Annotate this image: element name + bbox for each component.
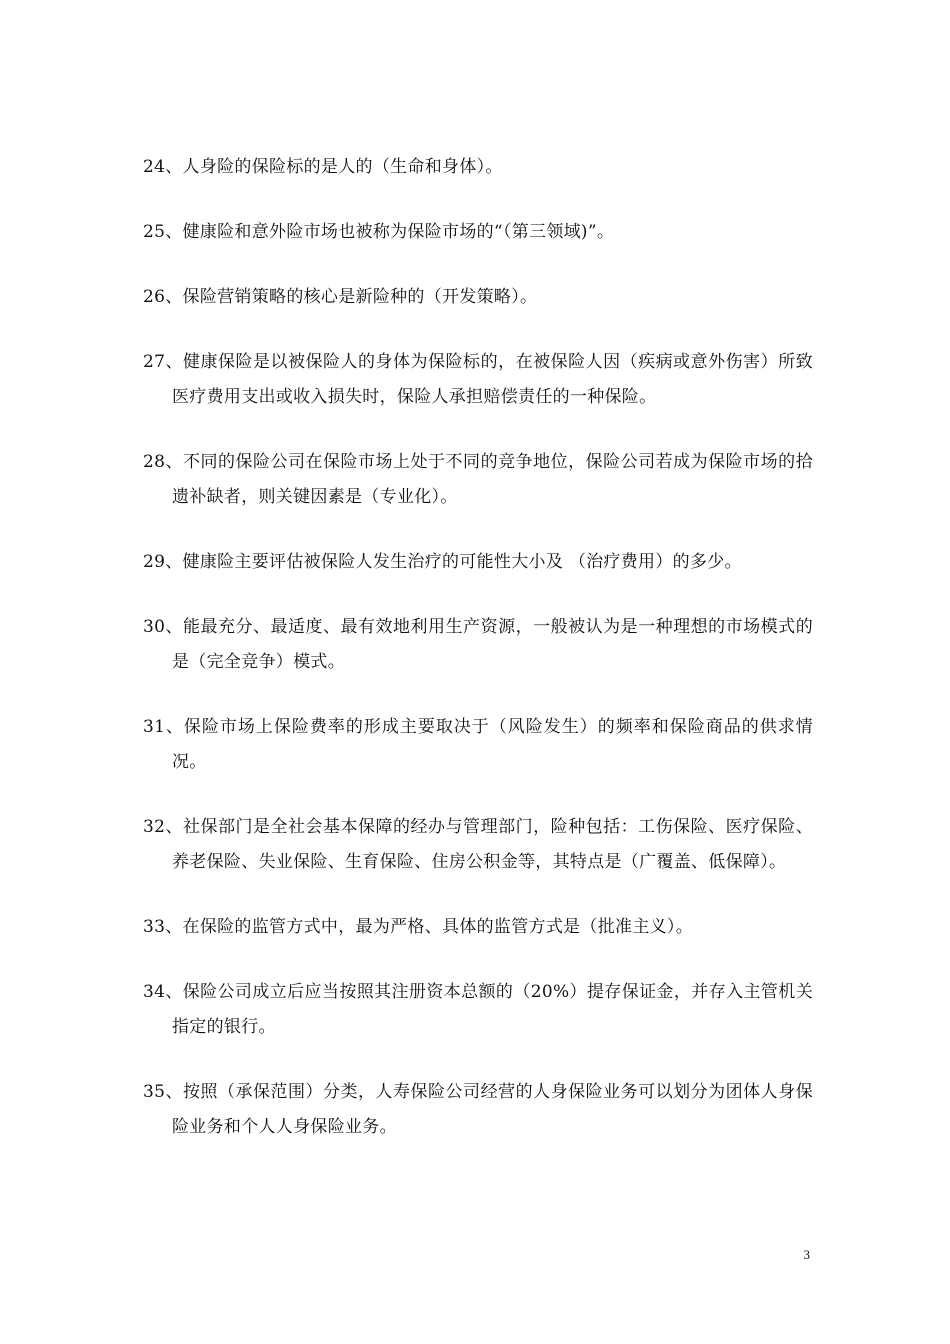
list-item bbox=[143, 710, 813, 780]
item-number: 32 bbox=[143, 817, 166, 837]
list-item bbox=[143, 975, 813, 1045]
item-number: 35 bbox=[143, 1082, 166, 1102]
list-item bbox=[143, 545, 813, 580]
item-number: 34 bbox=[143, 982, 166, 1002]
item-text: 、不同的保险公司在保险市场上处于不同的竞争地位，保险公司若成为保险市场的拾遗补缺者，则关键因素是（专业化）。 bbox=[165, 452, 813, 507]
item-text: 、社保部门是全社会基本保障的经办与管理部门，险种包括：工伤保险、医疗保险、养老保险、失业保险、生育保险、住房公积金等，其特点是（广覆盖、低保障）。 bbox=[165, 817, 813, 872]
item-text: 、在保险的监管方式中，最为严格、具体的监管方式是（批准主义）。 bbox=[165, 917, 694, 937]
list-item bbox=[143, 1075, 813, 1145]
list-item bbox=[143, 150, 813, 185]
item-number: 31 bbox=[143, 717, 166, 737]
item-number: 28 bbox=[143, 452, 166, 472]
item-number: 33 bbox=[143, 917, 166, 937]
item-text: 、保险市场上保险费率的形成主要取决于（风险发生）的频率和保险商品的供求情况。 bbox=[165, 717, 813, 772]
item-number: 30 bbox=[143, 617, 166, 637]
page-number: 3 bbox=[803, 1247, 810, 1262]
question-list bbox=[143, 150, 813, 1175]
item-text: 、人身险的保险标的是人的（生命和身体）。 bbox=[165, 157, 503, 177]
item-number: 29 bbox=[143, 552, 166, 572]
item-number: 25 bbox=[143, 222, 166, 242]
list-item bbox=[143, 610, 813, 680]
item-text: 、健康险和意外险市场也被称为保险市场的“（第三领域)”。 bbox=[165, 222, 615, 242]
list-item bbox=[143, 910, 813, 945]
item-number: 27 bbox=[143, 352, 166, 372]
list-item bbox=[143, 215, 813, 250]
item-text: 、保险公司成立后应当按照其注册资本总额的（20%）提存保证金，并存入主管机关指定的银行。 bbox=[165, 982, 813, 1037]
item-text: 、按照（承保范围）分类，人寿保险公司经营的人身保险业务可以划分为团体人身保险业务和个人人身保险业务。 bbox=[165, 1082, 813, 1137]
item-text: 、健康保险是以被保险人的身体为保险标的，在被保险人因（疾病或意外伤害）所致医疗费用支出或收入损失时，保险人承担赔偿责任的一种保险。 bbox=[165, 352, 813, 407]
list-item bbox=[143, 445, 813, 515]
item-text: 、健康险主要评估被保险人发生治疗的可能性大小及 （治疗费用）的多少。 bbox=[165, 552, 742, 572]
list-item bbox=[143, 280, 813, 315]
item-text: 、保险营销策略的核心是新险种的（开发策略）。 bbox=[165, 287, 538, 307]
item-text: 、能最充分、最适度、最有效地利用生产资源，一般被认为是一种理想的市场模式的是（完全竞争）模式。 bbox=[165, 617, 813, 672]
list-item bbox=[143, 345, 813, 415]
list-item bbox=[143, 810, 813, 880]
item-number: 26 bbox=[143, 287, 166, 307]
item-number: 24 bbox=[143, 157, 166, 177]
